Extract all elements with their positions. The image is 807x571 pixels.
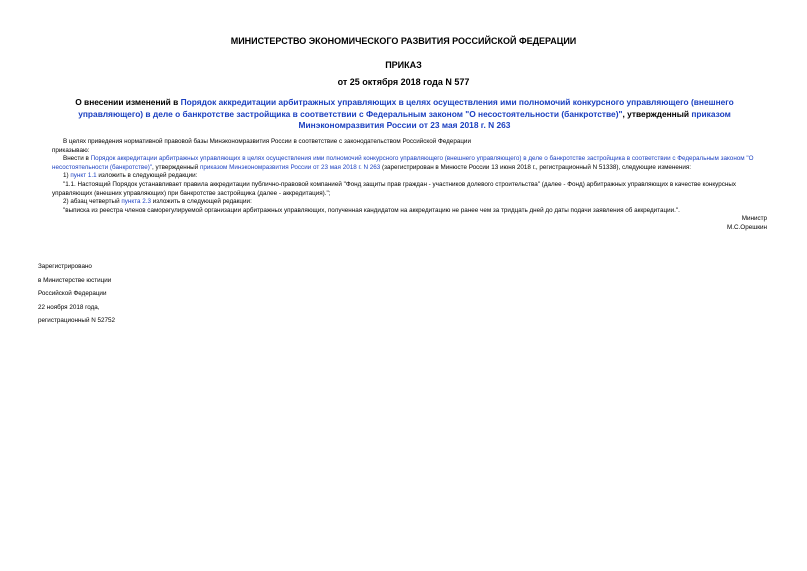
signature-position: Министр — [741, 215, 767, 223]
order-word: приказываю: — [52, 146, 90, 154]
preamble-paragraph: В целях приведения нормативной правовой базы Минэкономразвития России в соответствие с законодательством Российской Федерации — [63, 138, 471, 145]
registration-line-4: 22 ноября 2018 года, — [38, 303, 100, 311]
amendment-prefix: Внести в — [63, 155, 91, 163]
item-2-paragraph — [52, 198, 767, 207]
item-1-link[interactable]: пункт 1.1 — [70, 172, 97, 180]
item-2-link[interactable]: пункта 2.3 — [121, 198, 152, 206]
title-link-order[interactable]: приказом Минэкономразвития России от 23 мая 2018 г. N 263 — [298, 108, 731, 130]
amendment-suffix: (зарегистрирован в Минюсте России 13 июня 2018 г., регистрационный N 51338), следующие изменения: — [380, 163, 692, 171]
ministry-header: МИНИСТЕРСТВО ЭКОНОМИЧЕСКОГО РАЗВИТИЯ РОССИЙСКОЙ ФЕДЕРАЦИИ — [230, 36, 577, 46]
amendment-middle: , утвержденный — [152, 163, 200, 171]
item-2-text: "выписка из реестра членов саморегулируемой организации арбитражных управляющих, полученная кандидатом на аккредитацию не ранее чем за тридцать дней до даты подачи заявления об аккредитации.". — [63, 206, 680, 214]
registration-line-2: в Министерстве юстиции — [38, 276, 112, 284]
registration-line-1: Зарегистрировано — [38, 263, 92, 270]
registration-line-3: Российской Федерации — [38, 290, 107, 297]
signature-name: М.С.Орешкин — [727, 223, 767, 231]
document-body — [52, 138, 767, 233]
doc-date-number: от 25 октября 2018 года N 577 — [337, 77, 470, 87]
registration-block — [38, 260, 115, 328]
registration-line-5: регистрационный N 52752 — [38, 317, 116, 324]
title-middle: , утвержденный — [622, 108, 692, 119]
amendment-paragraph — [52, 155, 767, 172]
document-title — [52, 97, 757, 132]
amendment-link-procedure[interactable]: Порядок аккредитации арбитражных управляющих в целях осуществления ими полномочий конкурсного управляющего (внешнего управляющего) в деле о банкротстве застройщика в соответствии с Федеральным законом "О несостоятельности (банкротстве)" — [52, 155, 754, 171]
item-2-suffix: изложить в следующей редакции: — [151, 198, 252, 206]
item-1-text: "1.1. Настоящий Порядок устанавливает правила аккредитации публично-правовой компанией "Фонд защиты прав граждан - участников долевого строительства" (далее - Фонд) арбитражных управляющих в качестве конкурсных управляющих (внешних управляющих) при банкротстве застройщика (далее - аккредитация)."; — [52, 180, 737, 197]
amendment-link-order[interactable]: приказом Минэкономразвития России от 23 мая 2018 г. N 263 — [199, 163, 381, 171]
item-1-paragraph — [52, 172, 767, 181]
doc-type-heading: ПРИКАЗ — [385, 60, 422, 70]
title-prefix: О внесении изменений в — [75, 97, 181, 107]
item-1-prefix: 1) — [63, 172, 71, 180]
item-1-suffix: изложить в следующей редакции: — [96, 172, 198, 180]
item-2-prefix: 2) абзац четвертый — [63, 198, 122, 206]
title-link-procedure[interactable]: Порядок аккредитации арбитражных управляющих в целях осуществления ими полномочий конкурсного управляющего (внешнего управляющего) в деле о банкротстве застройщика в соответствии с Федеральным законом "О несостоятельности (банкротстве)" — [78, 97, 734, 119]
